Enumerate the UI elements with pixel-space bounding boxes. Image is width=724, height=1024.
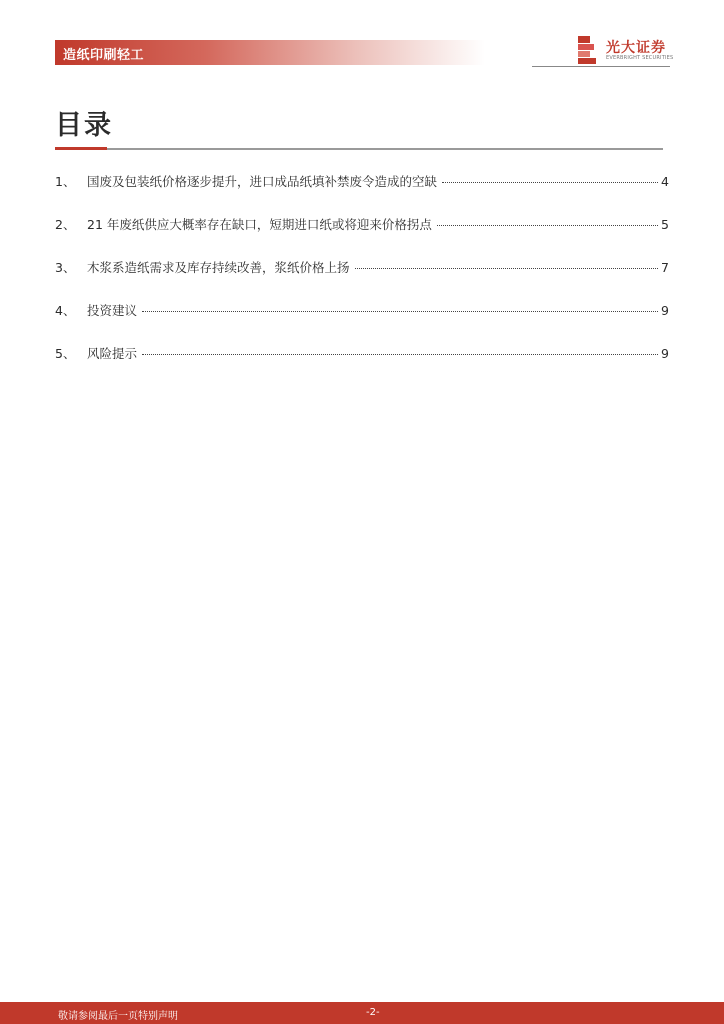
toc-entry-number: 5、 — [55, 346, 76, 361]
logo-english-name: EVERBRIGHT SECURITIES — [606, 55, 674, 61]
toc-entry-number: 1、 — [55, 174, 76, 189]
footer-page-number: -2- — [366, 1007, 380, 1018]
toc-entry-title[interactable]: 投资建议 — [87, 303, 138, 318]
toc-entry-page: 9 — [661, 303, 669, 318]
toc-entry-title[interactable]: 木浆系造纸需求及库存持续改善，浆纸价格上扬 — [87, 260, 350, 275]
toc-dot-leader — [442, 182, 658, 183]
toc-entry-number: 2、 — [55, 217, 76, 232]
toc-entry-number: 4、 — [55, 303, 76, 318]
toc-entry[interactable] — [55, 344, 669, 387]
toc-entry[interactable] — [55, 301, 669, 344]
toc-entry[interactable] — [55, 258, 669, 301]
header-divider — [532, 66, 670, 67]
title-accent-bar — [55, 147, 107, 150]
toc-entry[interactable] — [55, 172, 669, 215]
toc-entry-page: 5 — [661, 217, 669, 232]
toc-list — [55, 172, 669, 387]
toc-dot-leader — [437, 225, 658, 226]
footer-bar — [0, 1002, 724, 1024]
footer-disclaimer-note: 敬请参阅最后一页特别声明 — [58, 1011, 178, 1022]
toc-entry[interactable] — [55, 215, 669, 258]
toc-title: 目录 — [55, 110, 113, 141]
toc-entry-title[interactable]: 风险提示 — [87, 346, 138, 361]
toc-entry-page: 9 — [661, 346, 669, 361]
section-name: 造纸印刷轻工 — [63, 48, 145, 63]
toc-entry-page: 7 — [661, 260, 669, 275]
toc-dot-leader — [142, 311, 658, 312]
toc-dot-leader — [142, 354, 658, 355]
toc-entry-number: 3、 — [55, 260, 76, 275]
everbright-logo-icon — [578, 36, 598, 64]
toc-entry-title[interactable]: 国废及包装纸价格逐步提升，进口成品纸填补禁废令造成的空缺 — [87, 174, 438, 189]
header-section-band — [55, 40, 485, 65]
toc-dot-leader — [355, 268, 659, 269]
logo-chinese-name: 光大证券 — [606, 40, 666, 56]
toc-entry-page: 4 — [661, 174, 669, 189]
company-logo — [578, 36, 673, 66]
toc-entry-title[interactable]: 21 年废纸供应大概率存在缺口，短期进口纸或将迎来价格拐点 — [87, 217, 432, 232]
title-divider — [55, 148, 663, 150]
